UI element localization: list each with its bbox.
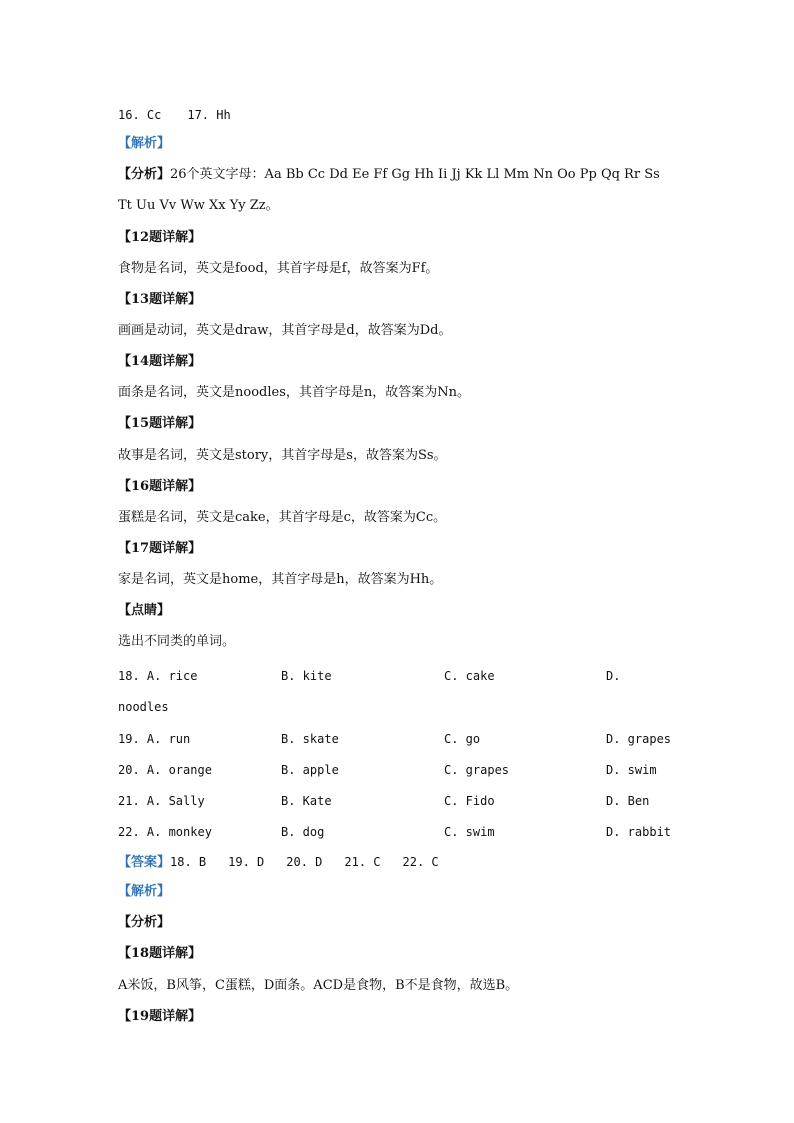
detail-14-text: 面条是名词，英文是noodles，其首字母是n，故答案为Nn。 xyxy=(118,385,470,400)
q20-option-b: B. apple xyxy=(281,763,339,777)
fenxi-1-cont: Tt Uu Vv Ww Xx Yy Zz。 xyxy=(118,198,279,213)
detail-17-heading: 【17题详解】 xyxy=(118,541,202,556)
q21-option-b: B. Kate xyxy=(281,794,332,808)
answer-key-label: 【答案】 xyxy=(118,855,171,870)
q22-option-a: 22. A. monkey xyxy=(118,825,212,839)
fenxi-text: 26个英文字母：Aa Bb Cc Dd Ee Ff Gg Hh Ii Jj Kk Ll Mm Nn Oo Pp Qq Rr Ss xyxy=(170,167,660,182)
answer-key-21: 21. C xyxy=(344,855,381,869)
q19-option-b: B. skate xyxy=(281,732,339,746)
dianjing-heading: 【点睛】 xyxy=(118,603,171,618)
q18-option-a: 18. A. rice xyxy=(118,669,198,683)
fenxi-1 xyxy=(118,167,660,183)
detail-16-heading: 【16题详解】 xyxy=(118,479,202,494)
q19-option-a: 19. A. run xyxy=(118,732,191,746)
q20-option-c: C. grapes xyxy=(444,763,510,777)
answer-16: 16. Cc xyxy=(118,108,162,122)
q18-option-b: B. kite xyxy=(281,669,332,683)
q20-option-a: 20. A. orange xyxy=(118,763,212,777)
detail-12-heading: 【12题详解】 xyxy=(118,230,202,245)
answer-key-22: 22. C xyxy=(402,855,439,869)
q22-option-d: D. rabbit xyxy=(606,825,672,839)
detail-13-text: 画画是动词，英文是draw，其首字母是d，故答案为Dd。 xyxy=(118,323,452,338)
detail-16-text: 蛋糕是名词，英文是cake，其首字母是c，故答案为Cc。 xyxy=(118,510,447,525)
q19-option-c: C. go xyxy=(444,732,481,746)
detail-14-heading: 【14题详解】 xyxy=(118,354,202,369)
answer-key-19: 19. D xyxy=(228,855,265,869)
instruction-text: 选出不同类的单词。 xyxy=(118,634,236,649)
detail-18-heading: 【18题详解】 xyxy=(118,946,202,961)
detail-15-heading: 【15题详解】 xyxy=(118,416,202,431)
q18-option-c: C. cake xyxy=(444,669,495,683)
detail-17-text: 家是名词，英文是home，其首字母是h，故答案为Hh。 xyxy=(118,572,443,587)
detail-19-heading: 【19题详解】 xyxy=(118,1009,202,1024)
answer-key-20: 20. D xyxy=(286,855,323,869)
detail-15-text: 故事是名词，英文是story，其首字母是s，故答案为Ss。 xyxy=(118,448,447,463)
answer-key-18: 18. B xyxy=(170,855,207,869)
answer-key xyxy=(118,854,439,871)
q18-option-d: D. xyxy=(606,669,621,683)
fenxi-heading-2: 【分析】 xyxy=(118,915,171,930)
top-answers xyxy=(118,107,231,123)
q21-option-c: C. Fido xyxy=(444,794,495,808)
answer-17: 17. Hh xyxy=(187,108,231,122)
q22-option-b: B. dog xyxy=(281,825,325,839)
jiexi-heading-2: 【解析】 xyxy=(118,884,171,899)
jiexi-heading-1: 【解析】 xyxy=(118,136,171,151)
fenxi-label: 【分析】 xyxy=(118,167,171,182)
detail-13-heading: 【13题详解】 xyxy=(118,292,202,307)
q20-option-d: D. swim xyxy=(606,763,657,777)
detail-12-text: 食物是名词，英文是food，其首字母是f，故答案为Ff。 xyxy=(118,261,439,276)
q18-option-d-cont: noodles xyxy=(118,700,169,714)
q19-option-d: D. grapes xyxy=(606,732,672,746)
q21-option-d: D. Ben xyxy=(606,794,650,808)
q22-option-c: C. swim xyxy=(444,825,495,839)
detail-18-text: A米饭，B风筝，C蛋糕，D面条。ACD是食物，B不是食物，故选B。 xyxy=(118,978,519,993)
q21-option-a: 21. A. Sally xyxy=(118,794,205,808)
